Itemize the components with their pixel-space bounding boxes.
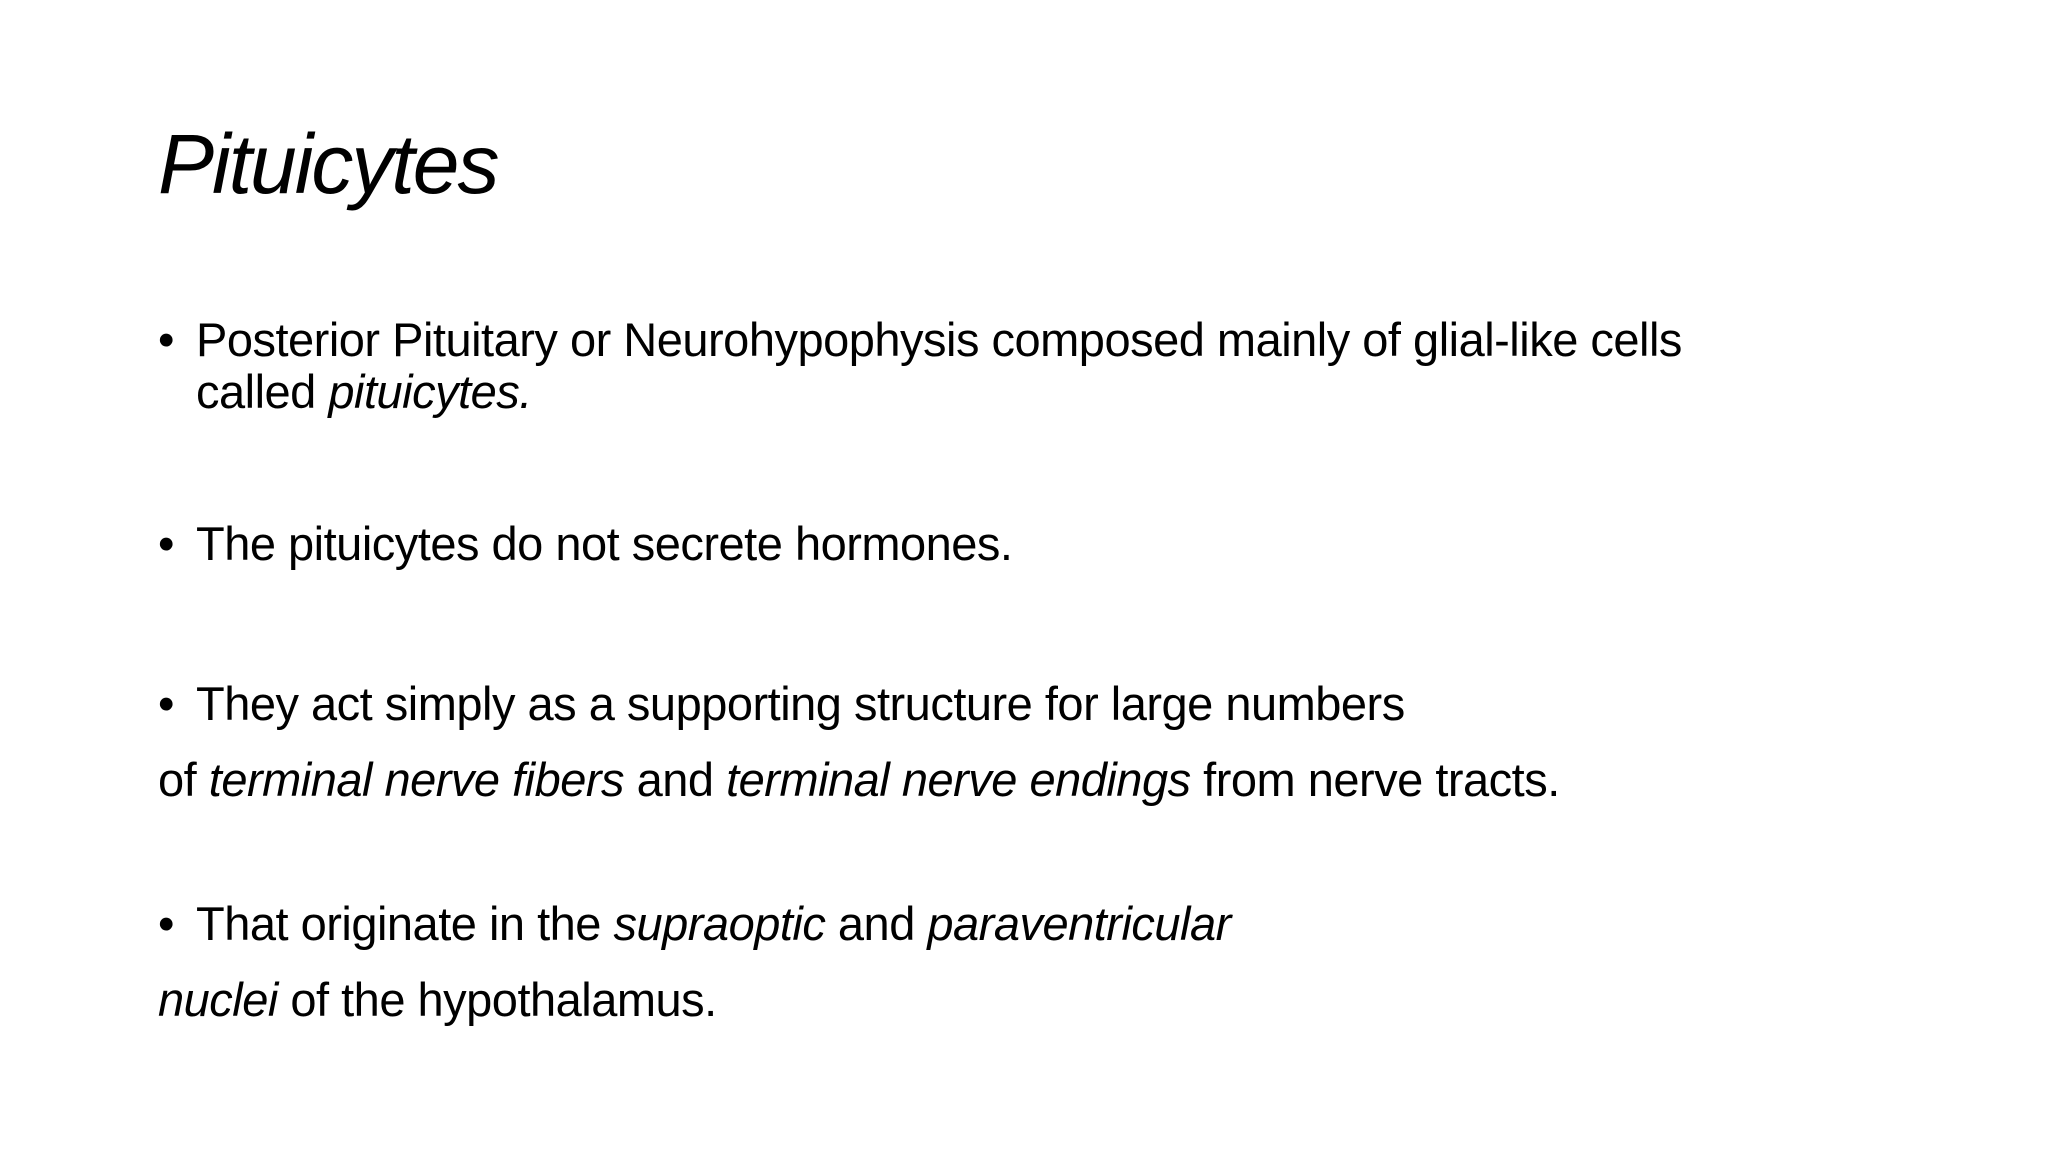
italic-term: terminal nerve endings: [726, 753, 1191, 806]
bullet-line: [158, 314, 1682, 366]
italic-term: terminal nerve fibers: [208, 753, 625, 806]
bullet-text: called: [196, 365, 329, 418]
slide-title: Pituicytes: [158, 117, 498, 211]
bullet-line: [158, 886, 1231, 962]
bullet-line: [158, 666, 1560, 742]
bullet-text: of: [158, 753, 209, 806]
bullet-item-1: [158, 314, 1682, 418]
bullet-continuation: [158, 742, 1560, 818]
bullet-text: Posterior Pituitary or Neurohypophysis composed mainly of glial-like cells: [196, 313, 1682, 366]
bullet-text: The pituicytes do not secrete hormones.: [196, 517, 1013, 570]
bullet-icon: •: [158, 677, 174, 730]
bullet-text: from nerve tracts.: [1190, 753, 1560, 806]
bullet-text: of the hypothalamus.: [277, 973, 717, 1026]
bullet-icon: •: [158, 313, 174, 366]
bullet-icon: •: [158, 897, 174, 950]
bullet-continuation: [158, 962, 1231, 1038]
bullet-text: That originate in the: [196, 897, 614, 950]
bullet-text: and: [624, 753, 727, 806]
italic-term: supraoptic: [613, 897, 826, 950]
bullet-item-2: [158, 518, 1013, 570]
bullet-continuation: [158, 366, 1682, 418]
bullet-text: and: [825, 897, 928, 950]
bullet-text: They act simply as a supporting structure for large numbers: [196, 677, 1405, 730]
bullet-item-3: [158, 666, 1560, 818]
bullet-icon: •: [158, 517, 174, 570]
italic-term: nuclei: [158, 973, 278, 1026]
italic-term: pituicytes.: [328, 365, 532, 418]
bullet-item-4: [158, 886, 1231, 1038]
italic-term: paraventricular: [927, 897, 1231, 950]
bullet-line: [158, 518, 1013, 570]
